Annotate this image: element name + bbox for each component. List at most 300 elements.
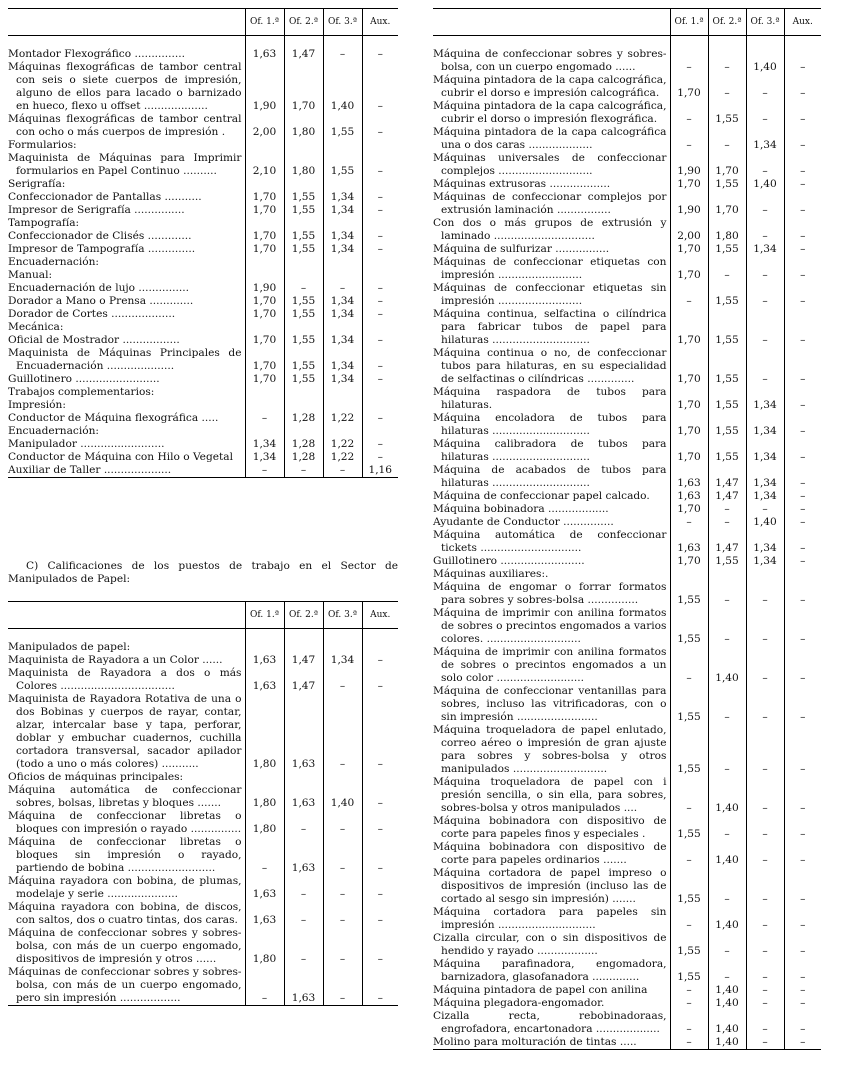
aux-value: – — [784, 724, 821, 776]
row-label: Máquina pintadora de la capa calcográfica, cubrir el dorso o impresión flexográfica. — [433, 100, 667, 125]
of1-value: 1,70 — [670, 74, 708, 100]
of3-value: 1,55 — [323, 152, 362, 178]
subheading-row — [8, 399, 398, 412]
aux-value: – — [784, 581, 821, 607]
table-row — [433, 217, 821, 243]
of2-value: 1,55 — [708, 178, 746, 191]
row-label: Máquina troqueladora de papel enlutado, correo aéreo o impresión de gran ajuste para sobres y sobres-bolsa y otros manipulados ............................ — [433, 724, 667, 775]
of2-value: 1,28 — [284, 438, 323, 451]
of3-value: 1,22 — [323, 451, 362, 464]
aux-value: – — [784, 555, 821, 568]
of2-value: 1,40 — [708, 841, 746, 867]
of1-value — [245, 425, 284, 438]
of2-value: 1,40 — [708, 906, 746, 932]
of2-value: 1,80 — [284, 152, 323, 178]
subheading-label: Encuadernación: — [8, 256, 99, 268]
header-of3: Of. 3.ª — [323, 9, 362, 36]
of2-value — [284, 217, 323, 230]
of3-value: 1,34 — [323, 243, 362, 256]
aux-value: – — [362, 784, 398, 810]
aux-value: – — [362, 204, 398, 217]
row-label: Máquina de sulfurizar ................ — [433, 243, 610, 255]
table-row — [433, 1036, 821, 1050]
header-blank — [8, 602, 245, 629]
of2-value: 1,70 — [284, 61, 323, 113]
of2-value: 1,55 — [708, 412, 746, 438]
aux-value: – — [784, 984, 821, 997]
of1-value: – — [670, 100, 708, 126]
of3-value: 1,40 — [746, 178, 784, 191]
subheading-label: Tampografía: — [8, 217, 80, 229]
table-row — [8, 230, 398, 243]
table-row — [433, 724, 821, 776]
row-label: Máquina cortadora de papel impreso o dispositivos de impresión (incluso las de cortado al sesgo sin impresión) ....... — [433, 867, 667, 905]
of2-value: 1,47 — [284, 667, 323, 693]
row-label: Cizalla circular, con o sin dispositivos de hendido y rayado .................. — [433, 932, 667, 957]
of3-value: – — [746, 347, 784, 386]
row-label: Máquina bobinadora .................. — [433, 503, 609, 515]
table-row — [8, 282, 398, 295]
of2-value: 1,40 — [708, 984, 746, 997]
table-row — [433, 438, 821, 464]
subheading-label: Máquinas auxiliares:. — [433, 568, 549, 580]
table-row — [433, 997, 821, 1010]
table-row — [8, 654, 398, 667]
of1-value: – — [670, 48, 708, 74]
of1-value: – — [670, 906, 708, 932]
of1-value: 1,80 — [245, 784, 284, 810]
row-label: Máquinas de confeccionar sobres y sobres-bolsa, con más de un cuerpo engomado, pero sin impresión .................. — [8, 966, 242, 1004]
subheading-row — [433, 568, 821, 581]
aux-value: – — [362, 810, 398, 836]
table-row — [8, 48, 398, 61]
of1-value — [245, 386, 284, 399]
header-of1: Of. 1.ª — [245, 602, 284, 629]
row-label: Máquina continua, selfactina o cilíndrica para fabricar tubos de papel para hilaturas ............................. — [433, 308, 667, 346]
of3-value — [323, 641, 362, 654]
of1-value — [245, 771, 284, 784]
of2-value — [284, 256, 323, 269]
table-row — [433, 100, 821, 126]
aux-value: – — [784, 997, 821, 1010]
of2-value: – — [708, 724, 746, 776]
of3-value: 1,34 — [323, 334, 362, 347]
aux-value: – — [784, 906, 821, 932]
of1-value — [245, 269, 284, 282]
header-of3: Of. 3.ª — [323, 602, 362, 629]
table-row — [433, 490, 821, 503]
table-row — [433, 685, 821, 724]
aux-value: – — [784, 191, 821, 217]
subheading-label: Serigrafía: — [8, 178, 66, 190]
table-row — [8, 243, 398, 256]
aux-value: – — [784, 243, 821, 256]
of2-value — [284, 425, 323, 438]
row-label: Impresor de Serigrafía ............... — [8, 204, 185, 216]
subheading-row — [8, 641, 398, 654]
row-label: Manipulador ......................... — [8, 438, 165, 450]
aux-value: – — [784, 490, 821, 503]
of3-value: – — [746, 867, 784, 906]
row-label: Máquina calibradora de tubos para hilaturas ............................. — [433, 438, 667, 463]
of3-value: 1,55 — [323, 113, 362, 139]
table-row — [8, 295, 398, 308]
table-row — [433, 815, 821, 841]
aux-value: – — [784, 529, 821, 555]
of2-value: – — [708, 126, 746, 152]
aux-value: – — [362, 438, 398, 451]
aux-value: – — [784, 1036, 821, 1050]
of1-value: 1,70 — [245, 243, 284, 256]
table-row — [8, 334, 398, 347]
of2-value: 1,55 — [284, 243, 323, 256]
row-label: Máquina de engomar o forrar formatos para sobres y sobres-bolsa ............... — [433, 581, 667, 606]
of1-value: 1,70 — [245, 334, 284, 347]
of3-value: – — [323, 282, 362, 295]
of2-value: 1,55 — [708, 438, 746, 464]
of2-value: – — [708, 581, 746, 607]
spacer-row — [8, 36, 398, 49]
row-label: Montador Flexográfico ............... — [8, 48, 185, 60]
aux-value — [362, 771, 398, 784]
of3-value: 1,34 — [746, 438, 784, 464]
of3-value: 1,40 — [323, 61, 362, 113]
of2-value: 1,63 — [284, 693, 323, 771]
row-label: Conductor de Máquina con Hilo o Vegetal — [8, 451, 233, 463]
of1-value: 1,63 — [245, 48, 284, 61]
aux-value: – — [784, 282, 821, 308]
aux-value: – — [784, 932, 821, 958]
table-row — [433, 464, 821, 490]
aux-value: – — [784, 841, 821, 867]
of3-value: – — [746, 1010, 784, 1036]
table-row — [433, 906, 821, 932]
of1-value: 1,63 — [670, 529, 708, 555]
of3-value: – — [746, 217, 784, 243]
row-label: Máquina de confeccionar libretas o bloques con impresión o rayado ............... — [8, 810, 242, 835]
of1-value: 2,00 — [670, 217, 708, 243]
subheading-row — [8, 321, 398, 334]
of2-value: 1,80 — [284, 113, 323, 139]
of2-value: 1,47 — [284, 654, 323, 667]
table-left-bottom — [8, 601, 398, 1006]
header-of2: Of. 2.ª — [708, 9, 746, 36]
of1-value: 1,55 — [670, 932, 708, 958]
of1-value: 1,70 — [670, 308, 708, 347]
of1-value: 1,63 — [670, 464, 708, 490]
of3-value: 1,22 — [323, 438, 362, 451]
of2-value: 1,55 — [708, 308, 746, 347]
row-label: Máquina cortadora para papeles sin impresión ............................. — [433, 906, 667, 931]
table-row — [433, 932, 821, 958]
of2-value: – — [284, 282, 323, 295]
table-row — [433, 178, 821, 191]
of1-value: – — [670, 126, 708, 152]
subheading-label: Trabajos complementarios: — [8, 386, 155, 398]
aux-value — [362, 321, 398, 334]
of1-value: 1,70 — [670, 438, 708, 464]
table-row — [8, 464, 398, 478]
subheading-label: Impresión: — [8, 399, 66, 411]
row-label: Máquina parafinadora, engomadora, barnizadora, glasofanadora .............. — [433, 958, 667, 983]
table-row — [433, 529, 821, 555]
of2-value: 1,55 — [708, 347, 746, 386]
of2-value — [284, 269, 323, 282]
aux-value: – — [362, 693, 398, 771]
of3-value — [323, 256, 362, 269]
of1-value: 1,63 — [245, 654, 284, 667]
of1-value: – — [670, 841, 708, 867]
of2-value: – — [284, 901, 323, 927]
header-aux: Aux. — [362, 9, 398, 36]
of3-value: – — [746, 685, 784, 724]
of3-value: 1,34 — [323, 308, 362, 321]
of1-value: 2,10 — [245, 152, 284, 178]
of1-value: – — [245, 464, 284, 478]
aux-value — [362, 386, 398, 399]
of2-value: – — [284, 875, 323, 901]
aux-value: – — [784, 607, 821, 646]
of3-value: 1,34 — [323, 204, 362, 217]
of2-value: – — [708, 607, 746, 646]
subheading-row — [8, 178, 398, 191]
aux-value: – — [362, 282, 398, 295]
of1-value: 1,90 — [245, 61, 284, 113]
of3-value: – — [746, 841, 784, 867]
aux-value: – — [362, 347, 398, 373]
of2-value: 1,63 — [284, 836, 323, 875]
header-blank — [433, 9, 670, 36]
of2-value: 1,47 — [708, 464, 746, 490]
of3-value: – — [746, 100, 784, 126]
of2-value: 1,55 — [284, 308, 323, 321]
subheading-row — [8, 771, 398, 784]
of2-value: 1,40 — [708, 646, 746, 685]
subheading-row — [8, 386, 398, 399]
table-row — [433, 412, 821, 438]
table-row — [433, 841, 821, 867]
of3-value: 1,34 — [323, 191, 362, 204]
aux-value: – — [362, 412, 398, 425]
of1-value: 1,70 — [670, 412, 708, 438]
table-row — [8, 966, 398, 1006]
row-label: Máquina bobinadora con dispositivo de corte para papeles finos y especiales . — [433, 815, 667, 840]
of3-value: – — [746, 191, 784, 217]
of2-value: 1,55 — [708, 386, 746, 412]
table-row — [8, 373, 398, 386]
subheading-row — [8, 269, 398, 282]
row-label: Oficial de Mostrador ................. — [8, 334, 180, 346]
of1-value: 1,70 — [670, 256, 708, 282]
of1-value: 1,80 — [245, 693, 284, 771]
of2-value: – — [284, 927, 323, 966]
section-c-text: C) Calificaciones de los puestos de trabajo en el Sector de Manipulados de Papel: — [8, 560, 398, 585]
of3-value — [323, 217, 362, 230]
aux-value: – — [362, 152, 398, 178]
of3-value: 1,34 — [746, 464, 784, 490]
of1-value: 1,70 — [245, 308, 284, 321]
subheading-label: Formularios: — [8, 139, 77, 151]
row-label: Ayudante de Conductor ............... — [433, 516, 614, 528]
of1-value: 1,55 — [670, 724, 708, 776]
of1-value: 2,00 — [245, 113, 284, 139]
aux-value: – — [784, 958, 821, 984]
row-label: Máquinas de confeccionar etiquetas sin impresión ......................... — [433, 282, 667, 307]
of2-value: – — [284, 464, 323, 478]
table-row — [433, 516, 821, 529]
of2-value: 1,55 — [708, 100, 746, 126]
row-label: Conductor de Máquina flexográfica ..... — [8, 412, 219, 424]
of1-value: 1,90 — [670, 152, 708, 178]
of1-value: – — [670, 516, 708, 529]
header-of3: Of. 3.ª — [746, 9, 784, 36]
table-row — [8, 412, 398, 425]
of1-value: 1,63 — [245, 901, 284, 927]
of3-value — [323, 269, 362, 282]
aux-value: – — [784, 256, 821, 282]
of3-value: – — [323, 667, 362, 693]
spacer-row — [8, 629, 398, 642]
table-row — [8, 784, 398, 810]
of3-value: – — [746, 932, 784, 958]
of3-value: 1,34 — [323, 654, 362, 667]
of2-value: 1,55 — [708, 555, 746, 568]
aux-value: – — [362, 113, 398, 139]
aux-value: – — [784, 685, 821, 724]
aux-value: – — [784, 815, 821, 841]
of3-value: 1,34 — [746, 126, 784, 152]
of3-value: – — [746, 724, 784, 776]
of1-value — [245, 139, 284, 152]
table-row — [8, 152, 398, 178]
header-blank — [8, 9, 245, 36]
table-row — [8, 875, 398, 901]
row-label: Máquina continua o no, de confeccionar tubos para hilaturas, en su especialidad de selfactinas o cilíndricas .............. — [433, 347, 667, 385]
aux-value: – — [362, 191, 398, 204]
of3-value: 1,34 — [323, 295, 362, 308]
of1-value: – — [670, 646, 708, 685]
of1-value — [245, 321, 284, 334]
aux-value — [362, 139, 398, 152]
of3-value: 1,34 — [746, 490, 784, 503]
of1-value: 1,70 — [245, 191, 284, 204]
of2-value: 1,70 — [708, 152, 746, 178]
table-row — [433, 555, 821, 568]
subheading-label: Encuadernación: — [8, 425, 99, 437]
row-label: Máquina rayadora con bobina, de discos, con saltos, dos o cuatro tintas, dos caras. — [8, 901, 242, 926]
table-row — [8, 901, 398, 927]
table-row — [8, 204, 398, 217]
of2-value: 1,40 — [708, 1036, 746, 1050]
row-label: Máquina de imprimir con anilina formatos de sobres o precintos engomados a varios colores. ............................ — [433, 607, 667, 645]
of1-value: 1,55 — [670, 581, 708, 607]
of3-value: – — [746, 607, 784, 646]
of2-value: 1,63 — [284, 966, 323, 1006]
row-label: Dorador de Cortes ................... — [8, 308, 176, 320]
aux-value: – — [784, 438, 821, 464]
of2-value — [284, 321, 323, 334]
aux-value — [784, 568, 821, 581]
of2-value: – — [284, 810, 323, 836]
aux-value: – — [784, 503, 821, 516]
of1-value: – — [670, 1036, 708, 1050]
of2-value: 1,40 — [708, 776, 746, 815]
of3-value — [746, 568, 784, 581]
header-of1: Of. 1.ª — [670, 9, 708, 36]
of1-value: – — [670, 997, 708, 1010]
row-label: Máquina de confeccionar libretas o bloques sin impresión o rayado, partiendo de bobina .......................... — [8, 836, 242, 874]
of2-value: 1,55 — [708, 282, 746, 308]
row-label: Impresor de Tampografía .............. — [8, 243, 196, 255]
of3-value: 1,34 — [746, 386, 784, 412]
subheading-label: Mecánica: — [8, 321, 64, 333]
of2-value: 1,47 — [284, 48, 323, 61]
of1-value — [670, 568, 708, 581]
of3-value: – — [323, 901, 362, 927]
row-label: Máquina bobinadora con dispositivo de corte para papeles ordinarios ....... — [433, 841, 667, 866]
of2-value: 1,55 — [284, 204, 323, 217]
of3-value: – — [323, 464, 362, 478]
table-row — [8, 347, 398, 373]
of1-value: 1,70 — [670, 503, 708, 516]
table-row — [8, 667, 398, 693]
subheading-label: Oficios de máquinas principales: — [8, 771, 184, 783]
of3-value: – — [746, 815, 784, 841]
subheading-row — [8, 256, 398, 269]
of2-value: 1,55 — [284, 373, 323, 386]
of3-value: – — [323, 836, 362, 875]
table-row — [433, 867, 821, 906]
of1-value: 1,55 — [670, 867, 708, 906]
table-row — [433, 243, 821, 256]
of3-value: – — [323, 693, 362, 771]
of2-value: 1,55 — [284, 191, 323, 204]
of1-value: 1,90 — [670, 191, 708, 217]
of3-value: – — [746, 256, 784, 282]
aux-value: – — [784, 867, 821, 906]
row-label: Máquina de confeccionar ventanillas para sobres, incluso las vitrificadoras, con o sin impresión ........................ — [433, 685, 667, 723]
of3-value: – — [746, 1036, 784, 1050]
of3-value: 1,34 — [323, 373, 362, 386]
section-c-title — [8, 560, 398, 586]
subheading-row — [8, 217, 398, 230]
table-row — [433, 126, 821, 152]
table-row — [8, 836, 398, 875]
row-label: Maquinista de Rayadora a dos o más Colores .................................. — [8, 667, 242, 692]
of1-value: 1,55 — [670, 685, 708, 724]
row-label: Máquina pintadora de la capa calcográfica, cubrir el dorso e impresión calcográfica. — [433, 74, 667, 99]
row-label: Máquinas extrusoras .................. — [433, 178, 611, 190]
row-label: Máquina de confeccionar papel calcado. — [433, 490, 650, 502]
aux-value — [362, 425, 398, 438]
of2-value: 1,47 — [708, 490, 746, 503]
aux-value: – — [362, 875, 398, 901]
of3-value: – — [746, 152, 784, 178]
of2-value: – — [708, 516, 746, 529]
of3-value: 1,34 — [746, 243, 784, 256]
aux-value: – — [784, 74, 821, 100]
of3-value: 1,34 — [746, 529, 784, 555]
aux-value: – — [784, 412, 821, 438]
of3-value — [323, 771, 362, 784]
of2-value: 1,63 — [284, 784, 323, 810]
of3-value — [323, 321, 362, 334]
row-label: Máquinas flexográficas de tambor central con seis o siete cuerpos de impresión, alguno de ellos para lacado o barnizado en hueco, flexo u offset ................... — [8, 61, 242, 112]
table-row — [433, 646, 821, 685]
aux-value: – — [362, 654, 398, 667]
table-row — [433, 152, 821, 178]
of1-value: 1,70 — [245, 230, 284, 243]
